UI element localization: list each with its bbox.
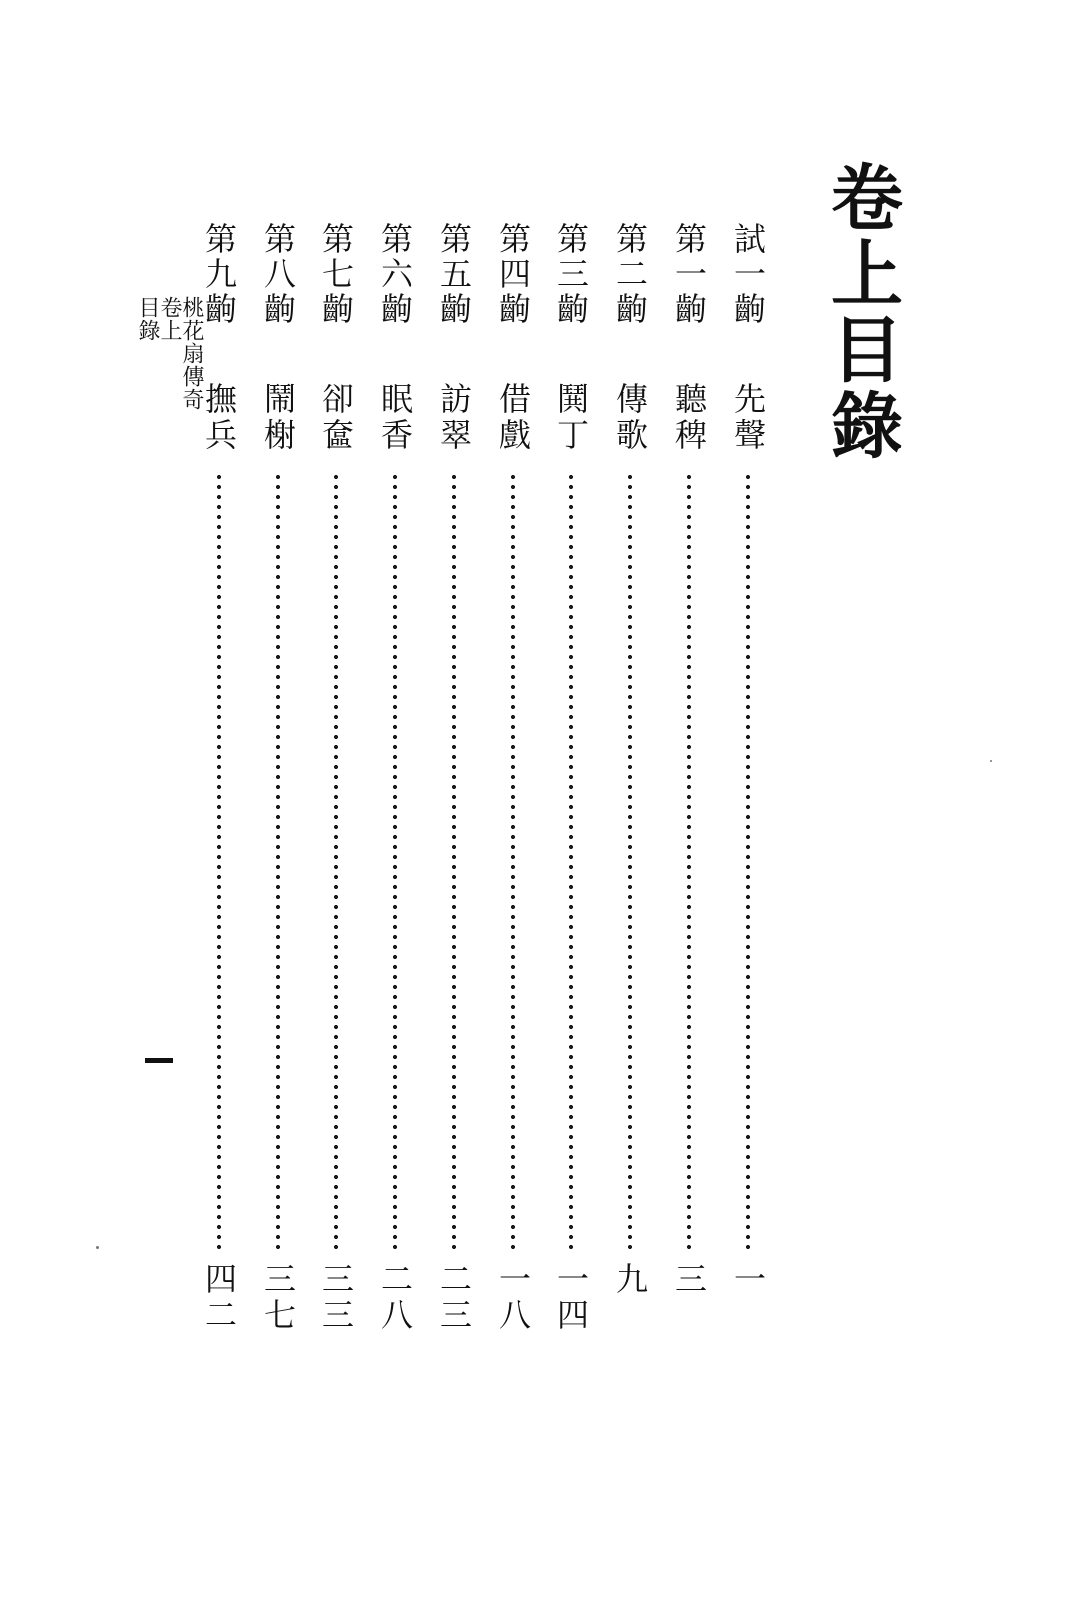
dot-leader: [451, 472, 457, 1250]
running-head: [136, 296, 202, 411]
scan-speck: [96, 1246, 99, 1249]
toc-entry: [487, 222, 539, 1342]
entry-page-number: 二三: [435, 1262, 473, 1334]
toc-entry: [252, 222, 304, 1342]
entry-page-number: 一: [729, 1262, 767, 1298]
dot-leader: [568, 472, 574, 1250]
toc-entry: [722, 222, 774, 1342]
dot-leader: [216, 472, 222, 1250]
entry-page-number: 三三: [317, 1262, 355, 1334]
entry-label: 第三齣: [552, 222, 590, 327]
running-head-section: 目錄: [135, 296, 160, 342]
entry-name: 鬨丁: [552, 382, 590, 454]
entry-name: 聽稗: [670, 382, 708, 454]
scan-speck: [990, 760, 992, 762]
dot-leader: [745, 472, 751, 1250]
entry-name: 眠香: [376, 382, 414, 454]
entry-name: 鬧榭: [259, 382, 297, 454]
dot-leader: [627, 472, 633, 1250]
entry-label: 第一齣: [670, 222, 708, 327]
dot-leader: [392, 472, 398, 1250]
dot-leader: [333, 472, 339, 1250]
entry-label: 第九齣: [200, 222, 238, 327]
entry-label: 第五齣: [435, 222, 473, 327]
page-title: 卷上目錄: [819, 160, 904, 464]
entry-label: 第六齣: [376, 222, 414, 327]
entry-label: 試一齣: [729, 222, 767, 327]
entry-label: 第四齣: [494, 222, 532, 327]
entry-name: 卻奩: [317, 382, 355, 454]
entry-name: 訪翠: [435, 382, 473, 454]
entry-name: 借戲: [494, 382, 532, 454]
dot-leader: [686, 472, 692, 1250]
entry-name: 撫兵: [200, 382, 238, 454]
toc-entry: [604, 222, 656, 1342]
dot-leader: [510, 472, 516, 1250]
entry-label: 第七齣: [317, 222, 355, 327]
toc-entry: [310, 222, 362, 1342]
running-head-book: 桃花扇傳奇: [179, 296, 204, 411]
entry-page-number: 三七: [259, 1262, 297, 1334]
entry-label: 第二齣: [611, 222, 649, 327]
toc-entry: [428, 222, 480, 1342]
dot-leader: [275, 472, 281, 1250]
toc-entry: [369, 222, 421, 1342]
entry-page-number: 二八: [376, 1262, 414, 1334]
entry-name: 傳歌: [611, 382, 649, 454]
entry-page-number: 一八: [494, 1262, 532, 1334]
entry-label: 第八齣: [259, 222, 297, 327]
toc-entry: [663, 222, 715, 1342]
running-head-volume: 卷上: [157, 296, 182, 342]
entry-name: 先聲: [729, 382, 767, 454]
entry-page-number: 一四: [552, 1262, 590, 1334]
entry-page-number: 四二: [200, 1262, 238, 1334]
toc-entry: [545, 222, 597, 1342]
folio-page-number: [145, 1058, 173, 1063]
entry-page-number: 三: [670, 1262, 708, 1298]
entry-page-number: 九: [611, 1262, 649, 1298]
